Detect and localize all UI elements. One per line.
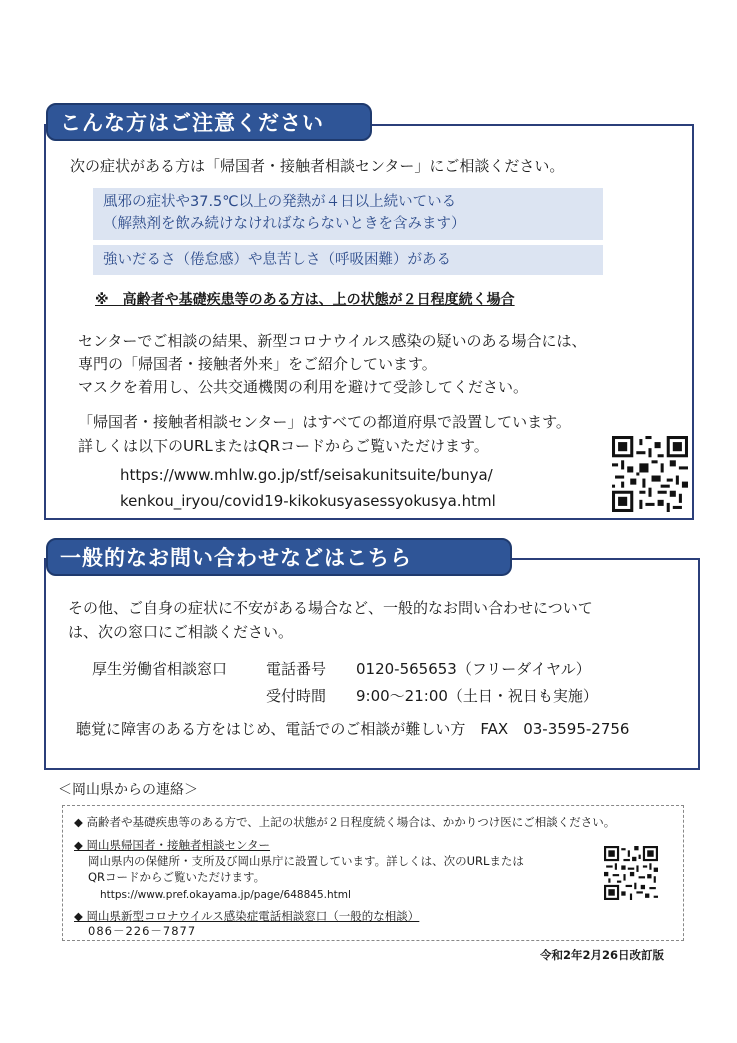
hours-value: 9:00～21:00（土日・祝日も実施）: [356, 687, 598, 705]
para1-line1: センターでご相談の結果、新型コロナウイルス感染の疑いのある場合には、: [78, 332, 587, 350]
symptom-fever: [93, 188, 603, 240]
phone-label: 電話番号: [266, 660, 327, 678]
center-info-paragraph: [78, 410, 571, 458]
section-symptoms-title: こんな方はご注意ください: [46, 103, 372, 141]
elderly-note: ※ 高齢者や基礎疾患等のある方は、上の状態が２日程度続く場合: [95, 292, 515, 308]
phone-number[interactable]: 0120-565653（フリーダイヤル）: [356, 660, 591, 678]
symptom-fatigue: 強いだるさ（倦怠感）や息苦しさ（呼吸困難）がある: [93, 245, 603, 275]
okayama-heading: ＜岡山県からの連絡＞: [58, 782, 198, 798]
hours-label: 受付時間: [266, 687, 327, 705]
para1-line2: 専門の「帰国者・接触者外来」をご紹介しています。: [78, 355, 437, 373]
okayama-center-desc: [88, 853, 524, 885]
mhlw-url[interactable]: [120, 462, 496, 514]
para2-line1: 「帰国者・接触者相談センター」はすべての都道府県で設置しています。: [78, 413, 571, 431]
mhlw-url-line2[interactable]: kenkou_iryou/covid19-kikokusyasessyokusya.html: [120, 492, 496, 510]
center-result-paragraph: [78, 330, 587, 399]
okayama-phone-number[interactable]: 086－226－7877: [88, 924, 197, 938]
symptom-fever-line2: （解熱剤を飲み続けなければならないときを含みます）: [103, 216, 466, 232]
symptoms-intro: 次の症状がある方は「帰国者・接触者相談センター」にご相談ください。: [70, 157, 565, 175]
okayama-center-title: ◆ 岡山県帰国者・接触者相談センター: [74, 838, 271, 852]
para1-line3: マスクを着用し、公共交通機関の利用を避けて受診してください。: [78, 378, 529, 396]
general-intro-line1: その他、ご自身の症状に不安がある場合など、一般的なお問い合わせについて: [68, 599, 593, 617]
okayama-center-line1: 岡山県内の保健所・支所及び岡山県庁に設置しています。詳しくは、次のURLまたは: [88, 854, 524, 868]
para2-line2: 詳しくは以下のURLまたはQRコードからご覧いただけます。: [78, 437, 489, 455]
okayama-phone-title: ◆ 岡山県新型コロナウイルス感染症電話相談窓口（一般的な相談）: [74, 909, 420, 923]
okayama-center-line2: QRコードからご覧いただけます。: [88, 870, 266, 884]
symptom-fever-line1: 風邪の症状や37.5℃以上の発熱が４日以上続いている: [103, 194, 457, 210]
revision-date: 令和2年2月26日改訂版: [540, 948, 665, 962]
section-symptoms: [44, 124, 694, 520]
okayama-qr-code-icon: [604, 846, 658, 900]
okayama-url[interactable]: https://www.pref.okayama.jp/page/648845.html: [100, 889, 351, 901]
mhlw-office-label: 厚生労働省相談窓口: [92, 660, 228, 678]
general-intro: [68, 596, 593, 644]
general-intro-line2: は、次の窓口にご相談ください。: [68, 623, 294, 641]
okayama-bullet-elderly: ◆ 高齢者や基礎疾患等のある方で、上記の状態が２日程度続く場合は、かかりつけ医にご相談ください。: [74, 815, 616, 829]
section-general-inquiry-title: 一般的なお問い合わせなどはこちら: [46, 538, 512, 576]
mhlw-url-line1[interactable]: https://www.mhlw.go.jp/stf/seisakunitsuite/bunya/: [120, 466, 493, 484]
qr-code-icon: [612, 436, 688, 512]
fax-contact: 聴覚に障害のある方をはじめ、電話でのご相談が難しい方 FAX 03-3595-2756: [76, 720, 630, 738]
